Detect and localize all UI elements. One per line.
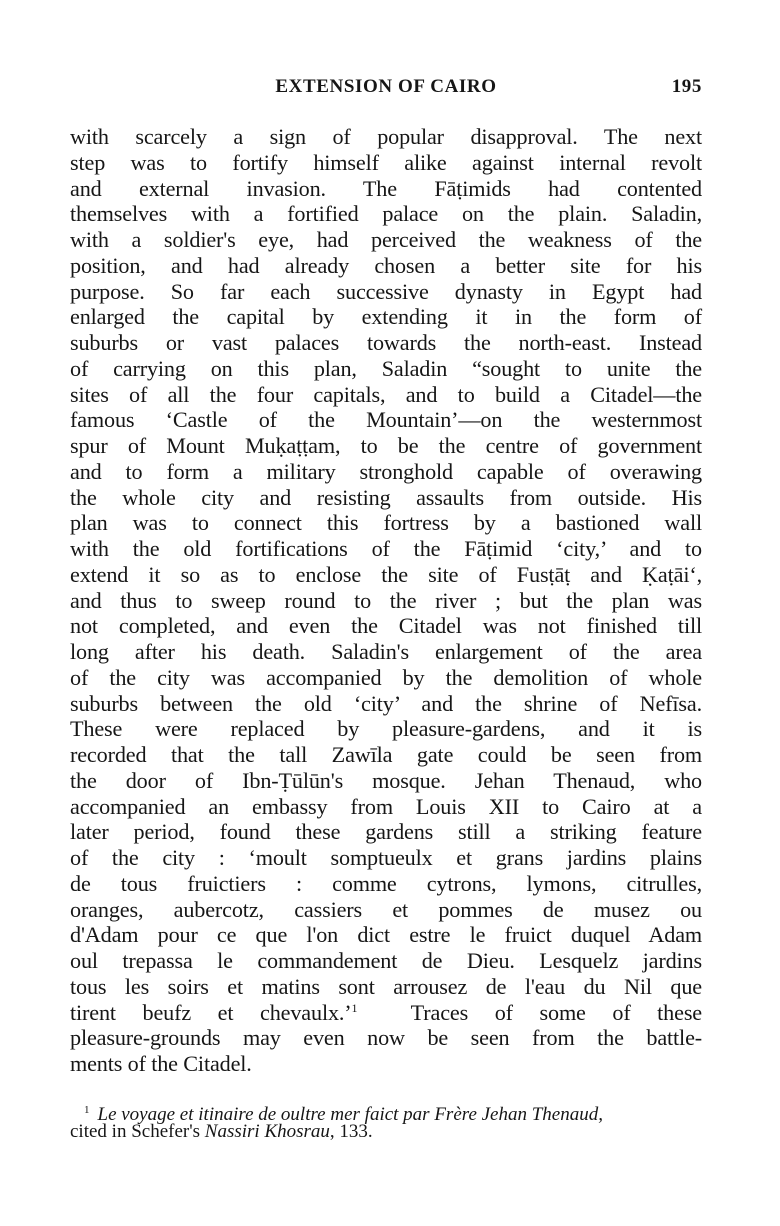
text-line: de tous fruictiers : comme cytrons, lymons, citrulles, — [70, 870, 702, 896]
text-line: long after his death. Saladin's enlargement of the area — [70, 639, 702, 664]
text-line-tail: Traces of some of these — [410, 999, 703, 1025]
running-title: EXTENSION OF CAIRO — [275, 76, 497, 97]
text-line: suburbs or vast palaces towards the north-east. Instead — [70, 330, 702, 355]
text-line: the door of Ibn-Ṭūlūn's mosque. Jehan Thenaud, who — [70, 767, 702, 793]
text-line: purpose. So far each successive dynasty in Egypt had — [70, 278, 702, 304]
footnote-cited-suffix: , 133. — [329, 1121, 373, 1142]
text-line: extend it so as to enclose the site of Fusṭāṭ and Ḳaṭāi‘, — [70, 561, 702, 587]
text-line: spur of Mount Muḳaṭṭam, to be the centre of government — [70, 433, 702, 458]
text-line: the whole city and resisting assaults from outside. His — [70, 484, 702, 510]
text-line: and external invasion. The Fāṭimids had contented — [70, 175, 702, 201]
text-line: suburbs between the old ‘city’ and the shrine of Nefīsa. — [70, 690, 702, 716]
text-line: of the city : ‘moult somptueulx et grans jardins plains — [70, 845, 702, 870]
footnote-cited-work: Nassiri Khosrau — [204, 1121, 330, 1142]
footnote-title: Le voyage et itinaire de oultre mer faict par Frère Jehan Thenaud, — [97, 1104, 603, 1125]
text-line: tous les soirs et matins sont arrousez de l'eau du Nil que — [70, 973, 702, 999]
text-line: oranges, aubercotz, cassiers et pommes de musez ou — [70, 896, 702, 922]
footnote-marker: 1 — [84, 1104, 90, 1116]
text-line: position, and had already chosen a better site for his — [70, 252, 702, 278]
text-line: ments of the Citadel. — [70, 1051, 252, 1076]
text-line: themselves with a fortified palace on the plain. Saladin, — [70, 201, 702, 227]
text-line: of carrying on this plan, Saladin “sought to unite the — [70, 355, 702, 381]
text-line: famous ‘Castle of the Mountain’—on the westernmost — [70, 407, 702, 433]
text-line: recorded that the tall Zawīla gate could be seen from — [70, 742, 702, 767]
text-line: sites of all the four capitals, and to build a Citadel—the — [70, 381, 702, 407]
body-text — [70, 124, 702, 1077]
text-line-head: tirent beufz et chevaulx.’ — [70, 999, 352, 1025]
text-line: with the old fortifications of the Fāṭimid ‘city,’ and to — [70, 536, 702, 561]
text-line: with a soldier's eye, had perceived the weakness of the — [70, 227, 702, 252]
text-line: not completed, and even the Citadel was not finished till — [70, 613, 702, 639]
text-line: These were replaced by pleasure-gardens, and it is — [70, 716, 702, 742]
text-line: d'Adam pour ce que l'on dict estre le fruict duquel Adam — [70, 922, 702, 948]
footnote-line — [70, 1099, 702, 1125]
text-line: pleasure-grounds may even now be seen from the battle- — [70, 1025, 702, 1051]
text-line: accompanied an embassy from Louis XII to Cairo at a — [70, 793, 702, 819]
footnote-reference[interactable]: 1 — [351, 1000, 358, 1015]
text-line: and to form a military stronghold capable of overawing — [70, 458, 702, 484]
running-head — [70, 76, 702, 102]
text-line: later period, found these gardens still a striking feature — [70, 819, 702, 845]
footnote-cited-prefix: cited in Schefer's — [70, 1121, 205, 1142]
text-line: and thus to sweep round to the river ; but the plan was — [70, 587, 702, 613]
text-line: plan was to connect this fortress by a bastioned wall — [70, 510, 702, 536]
text-line: with scarcely a sign of popular disapproval. The next — [70, 124, 702, 149]
text-line: oul trepassa le commandement de Dieu. Lesquelz jardins — [70, 948, 702, 973]
text-line: step was to fortify himself alike against internal revolt — [70, 149, 702, 175]
text-line: of the city was accompanied by the demolition of whole — [70, 664, 702, 690]
page-number: 195 — [671, 76, 702, 97]
text-line: enlarged the capital by extending it in the form of — [70, 304, 702, 330]
text-line-with-footnote-ref — [70, 1000, 702, 1026]
footnotes — [70, 1099, 702, 1143]
